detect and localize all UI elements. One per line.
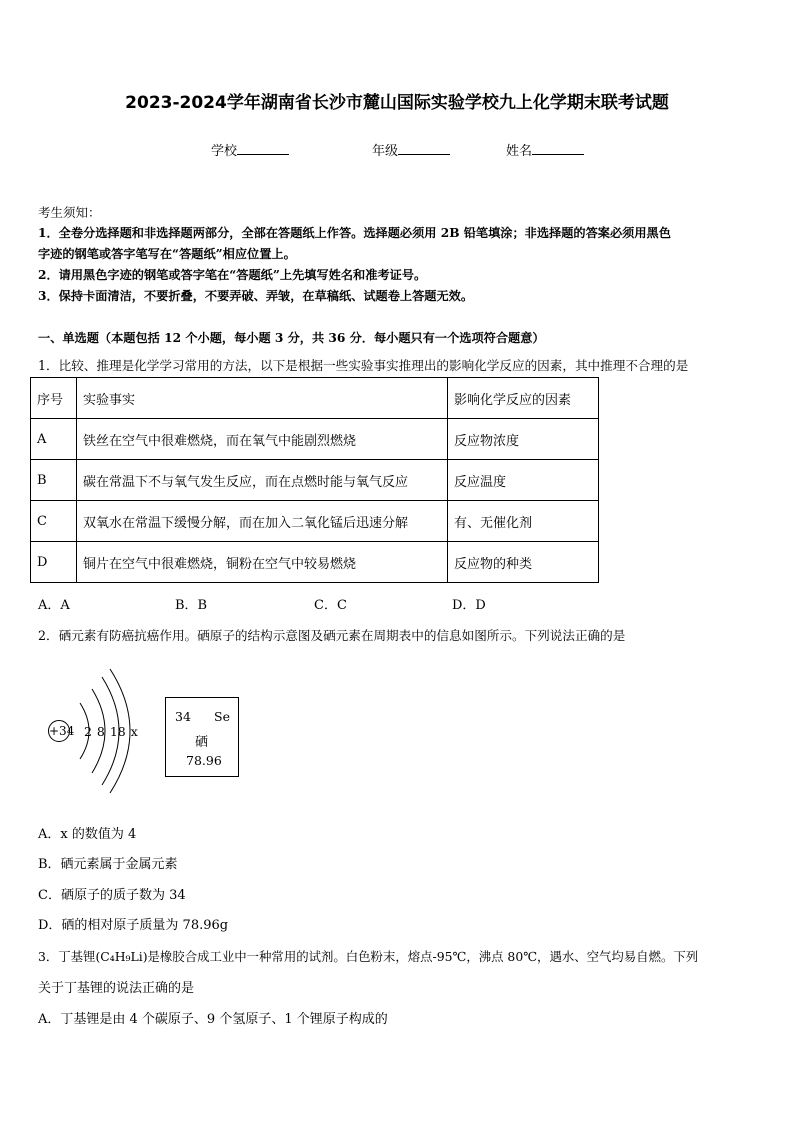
q3-stem-line-2: 关于丁基锂的说法正确的是 <box>38 981 195 996</box>
name-blank[interactable] <box>532 142 584 155</box>
table-cell: D <box>31 542 77 583</box>
q1-option-c[interactable]: C．C <box>314 598 347 613</box>
table-cell: 铁丝在空气中很难燃烧，而在氧气中能剧烈燃烧 <box>77 419 448 460</box>
table-row <box>31 419 599 460</box>
grade-field <box>372 140 450 159</box>
q1-option-d[interactable]: D．D <box>452 598 486 613</box>
atomic-mass: 78.96 <box>186 753 222 768</box>
notice-line-2: 2．请用黑色字迹的钢笔或答字笔在“答题纸”上先填写姓名和准考证号。 <box>38 268 427 282</box>
notice-line-1a: 1．全卷分选择题和非选择题两部分，全部在答题纸上作答。选择题必须用 2B 铅笔填涂；非选择题的答案必须用黑色 <box>38 226 671 240</box>
school-label: 学校 <box>211 144 238 159</box>
table-cell: 反应物浓度 <box>448 419 599 460</box>
q1-options <box>38 594 538 612</box>
q2-option-d[interactable]: D．硒的相对原子质量为 78.96g <box>38 918 229 933</box>
q3-option-a[interactable]: A．丁基锂是由 4 个碳原子、9 个氢原子、1 个锂原子构成的 <box>38 1012 388 1027</box>
notice-heading: 考生须知： <box>38 205 101 220</box>
table-cell: 有、无催化剂 <box>448 501 599 542</box>
table-cell: C <box>31 501 77 542</box>
grade-label: 年级 <box>372 144 399 159</box>
table-cell: A <box>31 419 77 460</box>
table-cell: B <box>31 460 77 501</box>
element-symbol: Se <box>214 709 230 724</box>
page-title: 2023-2024学年湖南省长沙市麓山国际实验学校九上化学期末联考试题 <box>125 93 669 113</box>
header-cell: 影响化学反应的因素 <box>448 378 599 419</box>
table-row <box>31 460 599 501</box>
name-label: 姓名 <box>506 144 533 159</box>
table-row <box>31 501 599 542</box>
periodic-element-box <box>165 697 239 777</box>
nucleus-charge: +34 <box>49 724 75 738</box>
q1-option-a[interactable]: A．A <box>38 598 70 613</box>
q1-stem: 1．比较、推理是化学学习常用的方法，以下是根据一些实验事实推理出的影响化学反应的因素，其中推理不合理的是 <box>38 358 689 373</box>
q1-option-b[interactable]: B．B <box>175 598 208 613</box>
shell-electrons: 2 8 18 x <box>84 724 138 739</box>
q2-option-a[interactable]: A．x 的数值为 4 <box>38 827 137 842</box>
q2-option-b[interactable]: B．硒元素属于金属元素 <box>38 857 178 872</box>
q2-option-c[interactable]: C．硒原子的质子数为 34 <box>38 888 186 903</box>
table-cell: 反应温度 <box>448 460 599 501</box>
table-row <box>31 542 599 583</box>
q3-stem-line-1: 3．丁基锂(C₄H₉Li)是橡胶合成工业中一种常用的试剂。白色粉末，熔点-95℃，沸点 80℃，遇水、空气均易自燃。下列 <box>38 949 699 964</box>
q2-stem: 2．硒元素有防癌抗癌作用。硒原子的结构示意图及硒元素在周期表中的信息如图所示。下列说法正确的是 <box>38 628 626 643</box>
header-cell: 实验事实 <box>77 378 448 419</box>
table-cell: 双氧水在常温下缓慢分解，而在加入二氧化锰后迅速分解 <box>77 501 448 542</box>
school-blank[interactable] <box>237 142 289 155</box>
table-cell: 反应物的种类 <box>448 542 599 583</box>
table-header-row <box>31 378 599 419</box>
school-field <box>211 140 289 159</box>
section-heading: 一、单选题（本题包括 12 个小题，每小题 3 分，共 36 分．每小题只有一个选项符合题意） <box>38 331 545 345</box>
experiment-table <box>30 377 599 583</box>
table-cell: 铜片在空气中很难燃烧，铜粉在空气中较易燃烧 <box>77 542 448 583</box>
element-name: 硒 <box>195 735 209 750</box>
header-cell: 序号 <box>31 378 77 419</box>
table-cell: 碳在常温下不与氧气发生反应，而在点燃时能与氧气反应 <box>77 460 448 501</box>
notice-line-1b: 字迹的钢笔或答字笔写在“答题纸”相应位置上。 <box>38 247 296 261</box>
atomic-number: 34 <box>175 709 191 724</box>
notice-line-3: 3．保持卡面清洁，不要折叠，不要弄破、弄皱，在草稿纸、试题卷上答题无效。 <box>38 289 474 303</box>
grade-blank[interactable] <box>398 142 450 155</box>
name-field <box>506 140 584 159</box>
